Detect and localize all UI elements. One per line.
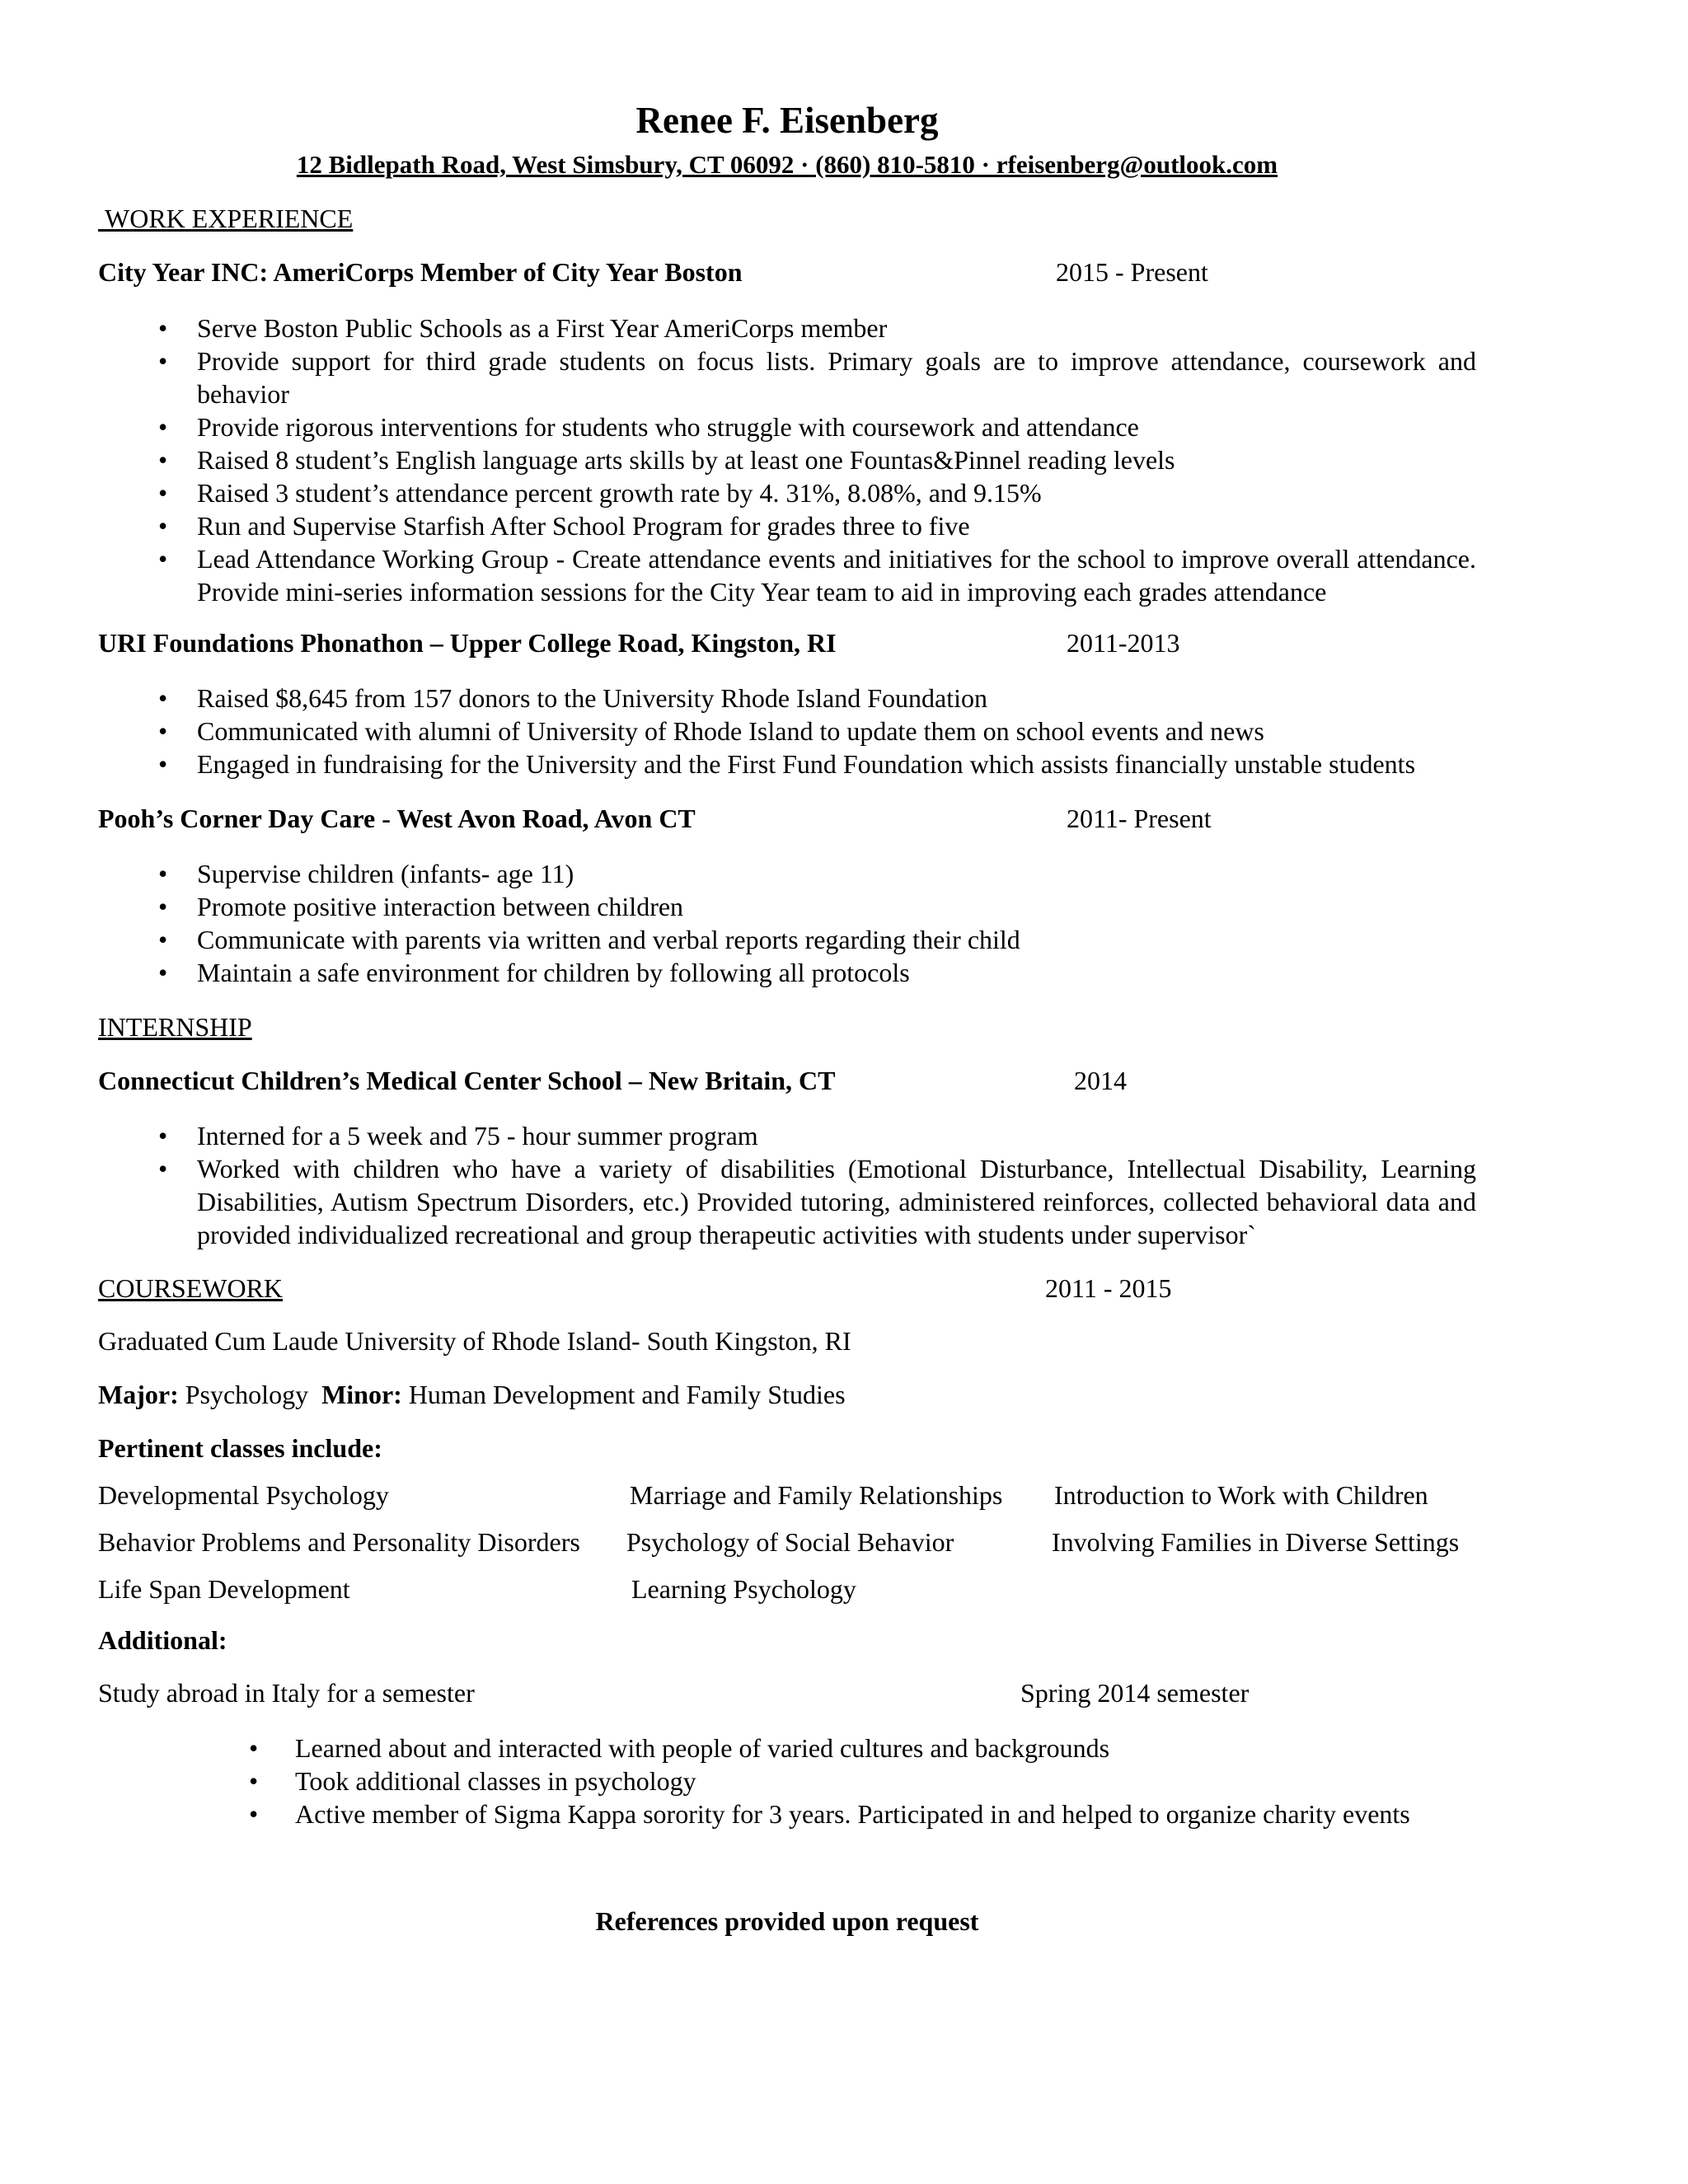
- job-title: City Year INC: AmeriCorps Member of City Year Boston: [98, 257, 743, 287]
- list-item: • Learned about and interacted with people of varied cultures and backgrounds: [249, 1733, 1110, 1763]
- list-item: • Engaged in fundraising for the University and the First Fund Foundation which assists financially unstable students: [158, 749, 1416, 779]
- job-title: Pooh’s Corner Day Care - West Avon Road, Avon CT: [98, 804, 696, 833]
- job-dates: 2011- Present: [1067, 804, 1212, 833]
- minor-value: Human Development and Family Studies: [408, 1380, 846, 1409]
- list-item: • Interned for a 5 week and 75 - hour summer program: [158, 1121, 758, 1151]
- bullet-icon: •: [158, 313, 168, 343]
- class-cell: Introduction to Work with Children: [1054, 1480, 1428, 1510]
- bullet-icon: •: [158, 859, 168, 888]
- bullet-icon: •: [158, 478, 168, 508]
- references-note: References provided upon request: [595, 1906, 979, 1936]
- list-item: • Provide rigorous interventions for students who struggle with coursework and attendance: [158, 412, 1139, 442]
- major-label: Major:: [98, 1380, 179, 1409]
- bullet-icon: •: [158, 716, 168, 746]
- list-item: • Raised 3 student’s attendance percent growth rate by 4. 31%, 8.08%, and 9.15%: [158, 478, 1042, 508]
- class-cell: Psychology of Social Behavior: [626, 1527, 954, 1557]
- class-cell: Developmental Psychology: [98, 1480, 389, 1510]
- class-cell: Marriage and Family Relationships: [630, 1480, 1003, 1510]
- bullet-icon: •: [158, 683, 168, 713]
- classes-heading: Pertinent classes include:: [98, 1433, 382, 1463]
- internship-dates: 2014: [1074, 1066, 1127, 1095]
- major-minor-line: [98, 1378, 846, 1411]
- job-bullet-list: [0, 857, 1476, 989]
- list-item: • Maintain a safe environment for children by following all protocols: [158, 958, 910, 987]
- list-item: • Lead Attendance Working Group - Create attendance events and initiatives for the school to improve overall attendance. Provide mini-series information sessions for the City Year team to aid in improving each grades attendance: [158, 544, 1476, 607]
- contact-line: 12 Bidlepath Road, West Simsbury, CT 06092 · (860) 810-5810 · rfeisenberg@outlook.com: [296, 150, 1278, 179]
- minor-label: Minor:: [321, 1380, 402, 1409]
- additional-heading: Additional:: [98, 1625, 227, 1655]
- additional-dates: Spring 2014 semester: [1020, 1678, 1250, 1708]
- class-cell: Involving Families in Diverse Settings: [1052, 1527, 1460, 1557]
- list-item: • Promote positive interaction between children: [158, 892, 684, 921]
- job-dates: 2011-2013: [1067, 628, 1180, 658]
- list-item: • Raised $8,645 from 157 donors to the University Rhode Island Foundation: [158, 683, 988, 713]
- additional-bullet-list: [0, 1732, 1490, 1830]
- list-item: • Took additional classes in psychology: [249, 1766, 696, 1796]
- class-cell: Life Span Development: [98, 1574, 350, 1604]
- major-value: Psychology: [185, 1380, 309, 1409]
- section-heading-internship: INTERNSHIP: [98, 1012, 252, 1042]
- list-item: • Provide support for third grade students on focus lists. Primary goals are to improve attendance, coursework and behavior: [158, 346, 1476, 409]
- section-heading-work-experience: WORK EXPERIENCE: [105, 204, 354, 233]
- section-heading-coursework: COURSEWORK: [98, 1273, 284, 1303]
- bullet-icon: •: [249, 1766, 259, 1796]
- list-item: • Raised 8 student’s English language arts skills by at least one Fountas&Pinnel reading levels: [158, 445, 1175, 475]
- list-item: • Serve Boston Public Schools as a First Year AmeriCorps member: [158, 313, 888, 343]
- list-item: • Supervise children (infants- age 11): [158, 859, 574, 888]
- bullet-icon: •: [158, 958, 168, 987]
- list-item: • Worked with children who have a variety of disabilities (Emotional Disturbance, Intellectual Disability, Learning Disabilities, Autism Spectrum Disorders, etc.) Provided tutoring, administered reinforces, collected behavioral data and provided individualized recreational and group therapeutic activities with students under supervisor`: [158, 1154, 1476, 1249]
- resume-name: Renee F. Eisenberg: [635, 100, 939, 141]
- job-bullet-list: [0, 682, 1476, 780]
- bullet-icon: •: [158, 749, 168, 779]
- bullet-icon: •: [158, 511, 168, 541]
- job-dates: 2015 - Present: [1056, 257, 1208, 287]
- graduation-line: Graduated Cum Laude University of Rhode Island- South Kingston, RI: [98, 1326, 851, 1356]
- bullet-icon: •: [249, 1733, 259, 1763]
- bullet-icon: •: [158, 544, 168, 574]
- list-item: • Communicated with alumni of University of Rhode Island to update them on school events and news: [158, 716, 1264, 746]
- class-cell: Learning Psychology: [631, 1574, 856, 1604]
- class-cell: Behavior Problems and Personality Disorders: [98, 1527, 580, 1557]
- coursework-dates: 2011 - 2015: [1045, 1273, 1172, 1303]
- bullet-icon: •: [158, 445, 168, 475]
- job-title: URI Foundations Phonathon – Upper College Road, Kingston, RI: [98, 628, 837, 658]
- bullet-icon: •: [249, 1799, 259, 1829]
- list-item: • Active member of Sigma Kappa sorority for 3 years. Participated in and helped to organize charity events: [249, 1799, 1410, 1829]
- bullet-icon: •: [158, 1121, 168, 1151]
- job-bullet-list: [0, 312, 1476, 608]
- bullet-icon: •: [158, 925, 168, 954]
- additional-item: Study abroad in Italy for a semester: [98, 1678, 475, 1708]
- internship-bullet-list: [0, 1119, 1476, 1251]
- list-item: • Run and Supervise Starfish After School Program for grades three to five: [158, 511, 970, 541]
- list-item: • Communicate with parents via written and verbal reports regarding their child: [158, 925, 1020, 954]
- internship-title: Connecticut Children’s Medical Center School – New Britain, CT: [98, 1066, 836, 1095]
- bullet-icon: •: [158, 1154, 168, 1183]
- bullet-icon: •: [158, 892, 168, 921]
- bullet-icon: •: [158, 346, 168, 376]
- bullet-icon: •: [158, 412, 168, 442]
